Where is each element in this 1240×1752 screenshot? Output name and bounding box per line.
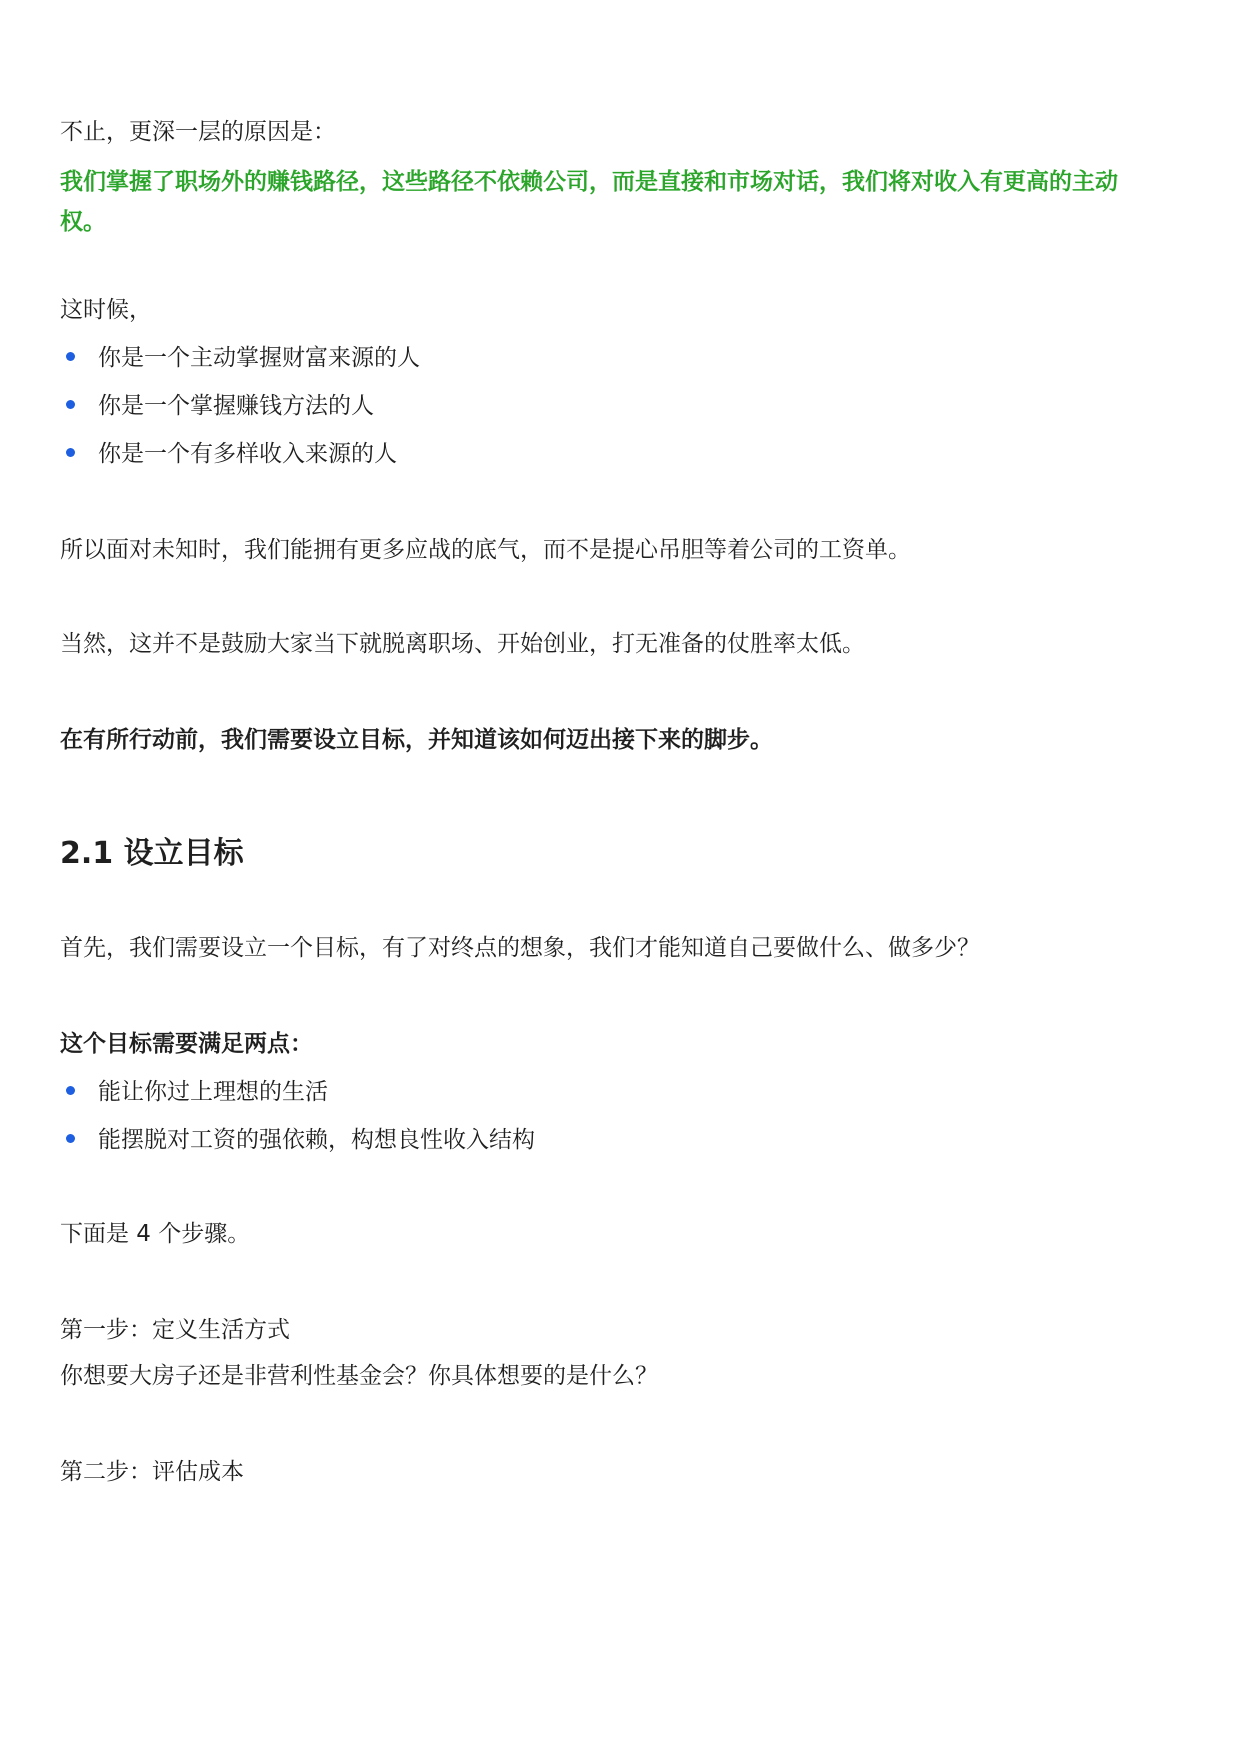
bold-paragraph: 这个目标需要满足两点： <box>60 1031 313 1057</box>
list-item <box>60 338 420 378</box>
paragraph: 下面是 4 个步骤。 <box>60 1221 251 1247</box>
list-item <box>60 386 374 426</box>
list-item <box>60 434 397 474</box>
step-body: 你想要大房子还是非营利性基金会？你具体想要的是什么？ <box>60 1363 658 1389</box>
list-item-label: 能让你过上理想的生活 <box>98 1079 328 1105</box>
step-title: 第一步：定义生活方式 <box>60 1317 290 1343</box>
bold-paragraph: 在有所行动前，我们需要设立目标，并知道该如何迈出接下来的脚步。 <box>60 727 773 753</box>
then-text: 这时候， <box>60 297 152 323</box>
bullet-icon <box>66 400 75 409</box>
step-title: 第二步：评估成本 <box>60 1459 244 1485</box>
intro-text: 不止，更深一层的原因是： <box>60 119 336 145</box>
bullet-icon <box>66 1086 75 1095</box>
bullet-icon <box>66 352 75 361</box>
paragraph: 当然，这并不是鼓励大家当下就脱离职场、开始创业，打无准备的仗胜率太低。 <box>60 631 865 657</box>
paragraph: 首先，我们需要设立一个目标，有了对终点的想象，我们才能知道自己要做什么、做多少？ <box>60 935 980 961</box>
list-item-label: 能摆脱对工资的强依赖，构想良性收入结构 <box>98 1127 535 1153</box>
list-item-label: 你是一个有多样收入来源的人 <box>98 441 397 467</box>
paragraph: 所以面对未知时，我们能拥有更多应战的底气，而不是提心吊胆等着公司的工资单。 <box>60 537 911 563</box>
list-item <box>60 1120 535 1160</box>
section-heading: 2.1 设立目标 <box>60 836 244 871</box>
list-item-label: 你是一个掌握赚钱方法的人 <box>98 393 374 419</box>
highlight-text: 我们掌握了职场外的赚钱路径，这些路径不依赖公司，而是直接和市场对话，我们将对收入有更高的主动权。 <box>60 169 1118 235</box>
bullet-icon <box>66 448 75 457</box>
bullet-icon <box>66 1134 75 1143</box>
list-item-label: 你是一个主动掌握财富来源的人 <box>98 345 420 371</box>
list-item <box>60 1072 328 1112</box>
